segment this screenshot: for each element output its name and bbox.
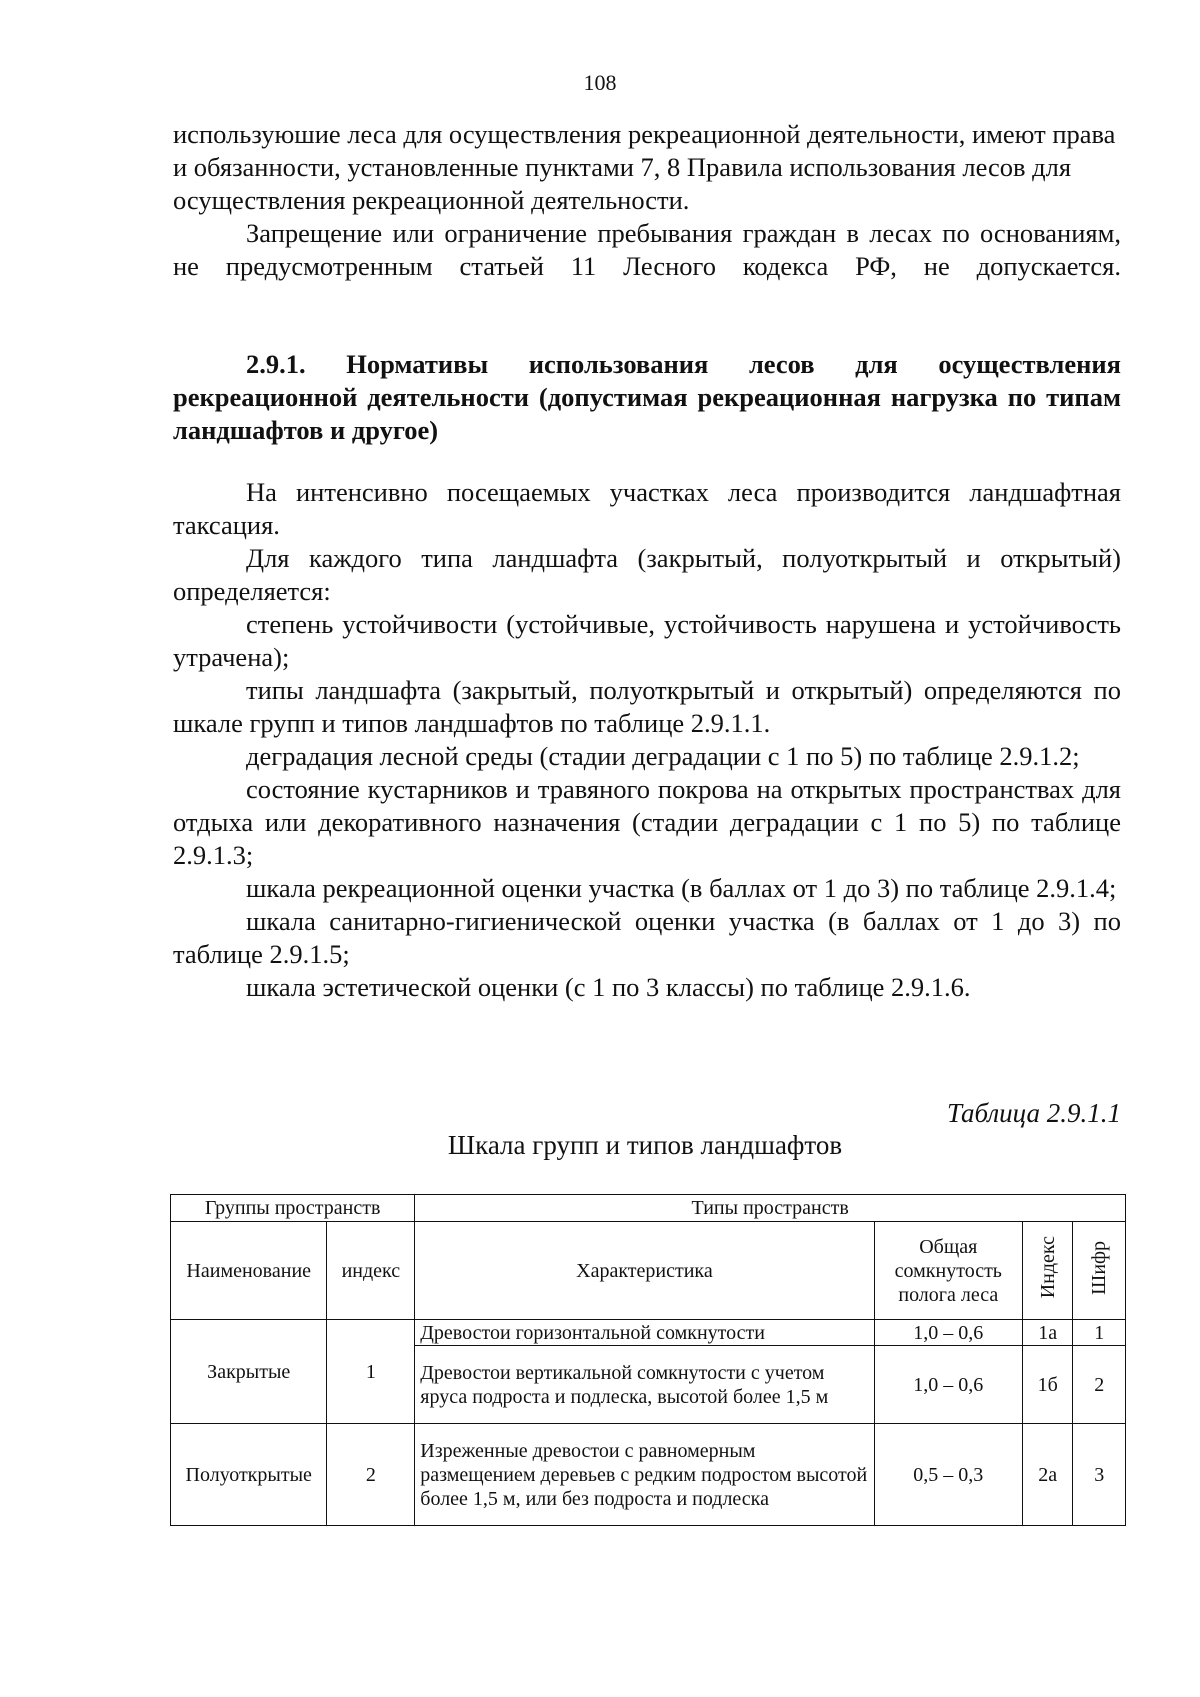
paragraph: Запрещение или ограничение пребывания граждан в лесах по основаниям, не предусмотренным статьей 11 Лесного кодекса РФ, не допускается. (173, 218, 1121, 281)
table-caption: Таблица 2.9.1.1 (946, 1098, 1121, 1128)
section-heading: 2.9.1. Нормативы использования лесов для осуществления рекреационной деятельности (допустимая рекреационная нагрузка по типам ландшафтов и другое) (173, 349, 1121, 445)
cell-density: 1,0 – 0,6 (874, 1320, 1022, 1346)
header-groups: Группы пространств (171, 1195, 415, 1222)
header-name: Наименование (171, 1222, 327, 1320)
cell-code: 2 (1073, 1346, 1126, 1424)
cell-density: 1,0 – 0,6 (874, 1346, 1022, 1424)
cell-density: 0,5 – 0,3 (874, 1424, 1022, 1526)
cell-index: 1а (1022, 1320, 1072, 1346)
list-item: шкала эстетической оценки (с 1 по 3 классы) по таблице 2.9.1.6. (246, 972, 971, 1002)
cell-group: Полуоткрытые (171, 1424, 327, 1526)
paragraph: Для каждого типа ландшафта (закрытый, полуоткрытый и открытый) определяется: (173, 543, 1121, 606)
header-types: Типы пространств (415, 1195, 1126, 1222)
header-code (1073, 1222, 1126, 1320)
header-index: индекс (327, 1222, 415, 1320)
list-item: шкала санитарно-гигиенической оценки участка (в баллах от 1 до 3) по таблице 2.9.1.5; (173, 906, 1121, 969)
list-item: шкала рекреационной оценки участка (в баллах от 1 до 3) по таблице 2.9.1.4; (246, 873, 1117, 903)
cell-index: 2а (1022, 1424, 1072, 1526)
cell-group-index: 1 (327, 1320, 415, 1424)
cell-code: 3 (1073, 1424, 1126, 1526)
paragraph: используюшие леса для осуществления рекреационной деятельности, имеют права и обязанности, установленные пунктами 7, 8 Правила использования лесов для осуществления рекреационной деятельности. (173, 119, 1116, 215)
table-row (171, 1424, 1126, 1526)
section-body (173, 476, 1121, 1004)
list-item: типы ландшафта (закрытый, полуоткрытый и открытый) определяются по шкале групп и типов ландшафтов по таблице 2.9.1.1. (173, 675, 1121, 738)
header-characteristic: Характеристика (415, 1222, 874, 1320)
header-code-label: Шифр (1088, 1240, 1111, 1295)
cell-characteristic: Изреженные древостои с равномерным размещением деревьев с редким подростом высотой более 1,5 м, или без подроста и подлеска (415, 1424, 874, 1526)
cell-characteristic: Древостои вертикальной сомкнутости с учетом яруса подроста и подлеска, высотой более 1,5 м (415, 1346, 874, 1424)
cell-code: 1 (1073, 1320, 1126, 1346)
header-index2-label: Индекс (1036, 1236, 1059, 1299)
list-item: степень устойчивости (устойчивые, устойчивость нарушена и устойчивость утрачена); (173, 609, 1121, 672)
table-header-row (171, 1195, 1126, 1222)
page-number: 108 (583, 70, 617, 95)
table-row (171, 1320, 1126, 1346)
header-density: Общая сомкнутость полога леса (874, 1222, 1022, 1320)
list-item: деградация лесной среды (стадии деградации с 1 по 5) по таблице 2.9.1.2; (246, 741, 1080, 771)
landscape-table (170, 1194, 1126, 1526)
table-title: Шкала групп и типов ландшафтов (447, 1130, 843, 1160)
list-item: состояние кустарников и травяного покрова на открытых пространствах для отдыха или декоративного назначения (стадии деградации с 1 по 5) по таблице 2.9.1.3; (173, 774, 1121, 870)
header-index2 (1022, 1222, 1072, 1320)
cell-characteristic: Древостои горизонтальной сомкнутости (415, 1320, 874, 1346)
cell-group-index: 2 (327, 1424, 415, 1526)
paragraph: На интенсивно посещаемых участках леса производится ландшафтная таксация. (173, 477, 1121, 540)
cell-index: 1б (1022, 1346, 1072, 1424)
cell-group: Закрытые (171, 1320, 327, 1424)
intro-text (173, 118, 1121, 283)
table-subheader-row (171, 1222, 1126, 1320)
